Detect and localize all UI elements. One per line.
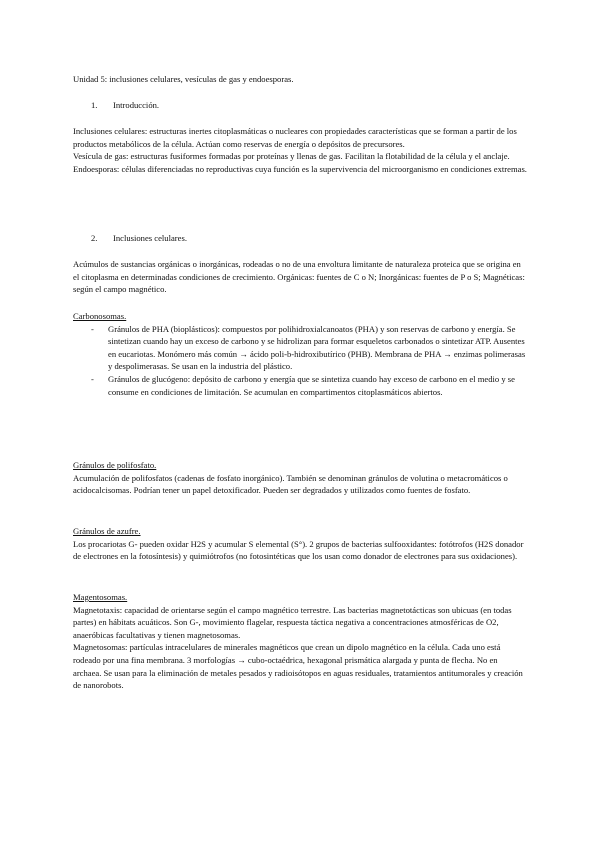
subsection-heading: Gránulos de azufre. bbox=[73, 526, 141, 536]
document-title: Unidad 5: inclusiones celulares, vesículas de gas y endoesporas. bbox=[73, 74, 294, 84]
bullet-dash: - bbox=[91, 323, 94, 334]
carbonosomas-section bbox=[73, 310, 528, 398]
paragraph: Los procariotas G- pueden oxidar H2S y acumular S elemental (S°). 2 grupos de bacterias sulfooxidantes: fotótrofos (H2S donador de electrones en la fotosíntesis) y quimiótrofos (no fotosintéticas que los usan como donador de electrones para sus oxidaciones). bbox=[73, 538, 524, 562]
subsection-heading: Magentosomas. bbox=[73, 592, 128, 602]
list-item: - Gránulos de PHA (bioplásticos): compuestos por polihidroxialcanoatos (PHA) y son reservas de carbono y energía. Se sintetizan cuando hay un exceso de carbono y se hidrolizan para formar esqueletos carbonados o sintetizar ATP. Ausentes en eucariotas. Monómero más común → ácido poli-b-hidroxibutírico (PHB). Membrana de PHA → enzimas polimerasas y despolimerasas. Se usan en la industria del plástico. bbox=[91, 323, 526, 372]
subsection-heading: Gránulos de polifosfato. bbox=[73, 460, 157, 470]
paragraph: Magnetosomas: partículas intracelulares de minerales magnéticos que crean un dipolo magnético en la célula. Cada uno está rodeado por una fina membrana. 3 morfologías → cubo-octaédrica, hexagonal prismática alargada y punta de flecha. No en archaea. Se usan para la eliminación de metales pesados y radioisótopos en aguas residuales, tratamientos antitumorales y creación de nanorobots. bbox=[73, 642, 523, 691]
section-2-heading bbox=[73, 232, 546, 245]
magnetosomas-section bbox=[73, 591, 528, 692]
section-title: Introducción. bbox=[113, 100, 160, 110]
polifosfato-section bbox=[73, 459, 528, 497]
paragraph: Magnetotaxis: capacidad de orientarse según el campo magnético terrestre. Las bacterias magnetotácticas son ubicuas (en todas partes) en hábitats acuáticos. Son G-, movimiento flagelar, respuesta táctica negativa a concentraciones atmosféricas de O2, anaeróbicas facultativas y tienen magnetosomas. bbox=[73, 604, 512, 640]
section-number: 2. bbox=[91, 233, 98, 243]
subsection-heading: Carbonosomas. bbox=[73, 311, 127, 321]
inclusiones-paragraph bbox=[73, 258, 528, 296]
paragraph: Acúmulos de sustancias orgánicas o inorgánicas, rodeadas o no de una envoltura limitante de naturaleza proteica que se origina en el citoplasma en determinadas condiciones de crecimiento. Orgánicas: fuentes de C o N; Inorgánicas: fuentes de P o S; Magnéticas: según el campo magnético. bbox=[73, 259, 525, 295]
list-item: - Gránulos de glucógeno: depósito de carbono y energía que se sintetiza cuando hay exceso de carbono en el medio y se consume en condiciones de limitación. Se acumulan en compartimentos citoplasmáticos abiertos. bbox=[91, 373, 515, 397]
intro-paragraphs bbox=[73, 125, 528, 175]
section-number: 1. bbox=[91, 100, 98, 110]
paragraph: Endoesporas: células diferenciadas no reproductivas cuya función es la supervivencia del microorganismo en condiciones extremas. bbox=[73, 163, 527, 174]
section-title: Inclusiones celulares. bbox=[113, 233, 187, 243]
paragraph: Inclusiones celulares: estructuras inertes citoplasmáticas o nucleares con propiedades características que se forman a partir de los productos metabólicos de la célula. Actúan como reservas de energía o depósitos de precursores. bbox=[73, 126, 517, 149]
paragraph: Acumulación de polifosfatos (cadenas de fosfato inorgánico). También se denominan gránulos de volutina o metacromáticos o acidocalcisomas. Podrían tener un papel detoxificador. Pueden ser degradados y utilizados como fuentes de fosfato. bbox=[73, 472, 508, 496]
azufre-section bbox=[73, 525, 528, 563]
bullet-dash: - bbox=[91, 373, 94, 384]
paragraph: Vesícula de gas: estructuras fusiformes formadas por proteínas y llenas de gas. Facilitan la flotabilidad de la célula y el anclaje. bbox=[73, 151, 510, 162]
section-1-heading bbox=[73, 99, 546, 112]
